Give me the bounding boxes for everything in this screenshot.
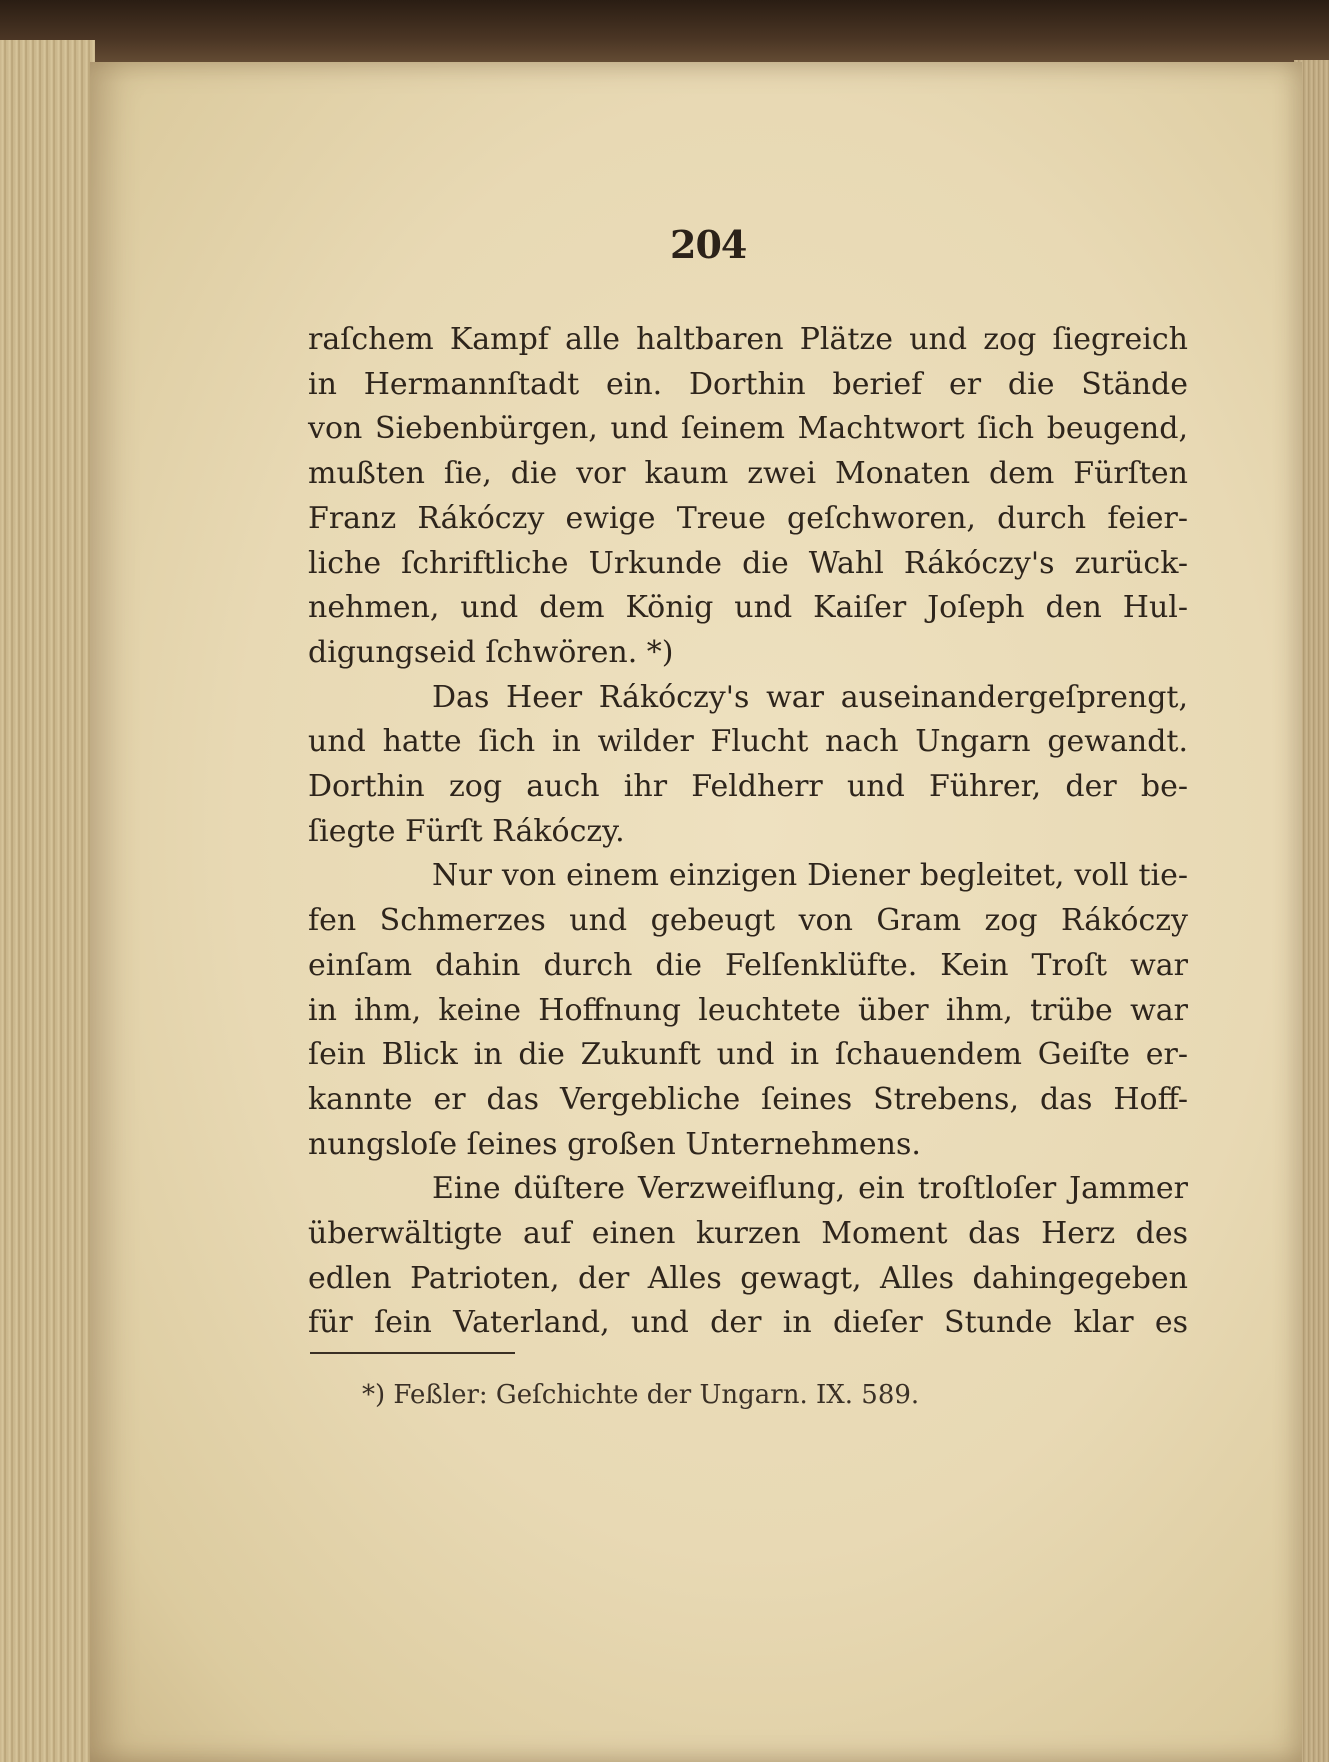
footnote: *) Feßler: Geſchichte der Ungarn. IX. 589.	[362, 1380, 920, 1410]
text-line: nungsloſe ſeines großen Unternehmens.	[308, 1126, 921, 1162]
text-line: und hatte ſich in wilder Flucht nach Ungarn gewandt.	[308, 724, 1188, 760]
text-line: ſein Blick in die Zukunft und in ſchauendem Geiſte er-	[308, 1037, 1188, 1073]
text-line: nehmen, und dem König und Kaiſer Joſeph den Hul-	[308, 590, 1188, 626]
text-line: ſiegte Fürſt Rákóczy.	[308, 813, 625, 849]
text-line: für ſein Vaterland, und der in dieſer Stunde klar es	[308, 1305, 1188, 1341]
text-line: einſam dahin durch die Felſenklüfte. Kein Troſt war	[308, 947, 1188, 983]
text-line: Nur von einem einzigen Diener begleitet, voll tie-	[432, 858, 1188, 894]
text-line: fen Schmerzes und gebeugt von Gram zog Rákóczy	[308, 903, 1188, 939]
paragraph	[308, 1167, 1188, 1346]
book-cover-edge	[0, 0, 1329, 70]
text-line: digungseid ſchwören. *)	[308, 634, 674, 670]
text-line: Das Heer Rákóczy's war auseinandergeſprengt,	[432, 679, 1188, 715]
text-line: Eine düſtere Verzweiflung, ein troſtloſer Jammer	[432, 1171, 1188, 1207]
text-line: mußten ſie, die vor kaum zwei Monaten dem Fürſten	[308, 456, 1188, 492]
text-line: liche ſchriftliche Urkunde die Wahl Rákóczy's zurück-	[308, 545, 1188, 581]
text-line: in Hermannſtadt ein. Dorthin berief er die Stände	[308, 366, 1188, 402]
text-line: Franz Rákóczy ewige Treue geſchworen, durch feier-	[308, 500, 1188, 536]
text-line: edlen Patrioten, der Alles gewagt, Alles dahingegeben	[308, 1260, 1188, 1296]
text-line: raſchem Kampf alle haltbaren Plätze und zog ſiegreich	[308, 322, 1188, 357]
page-stack-left	[0, 40, 95, 1762]
page-number: 204	[670, 222, 747, 267]
footnote-divider	[310, 1352, 515, 1354]
paragraph	[308, 318, 1188, 676]
body-text	[308, 318, 1188, 1346]
text-line: kannte er das Vergebliche ſeines Strebens, das Hoff-	[308, 1081, 1188, 1117]
text-line: von Siebenbürgen, und ſeinem Machtwort ſich beugend,	[308, 411, 1188, 447]
paragraph	[308, 854, 1188, 1167]
paragraph	[308, 676, 1188, 855]
text-line: überwältigte auf einen kurzen Moment das Herz des	[308, 1216, 1188, 1252]
text-line: Dorthin zog auch ihr Feldherr und Führer, der be-	[308, 769, 1188, 805]
text-line: in ihm, keine Hoffnung leuchtete über ihm, trübe war	[308, 992, 1188, 1028]
